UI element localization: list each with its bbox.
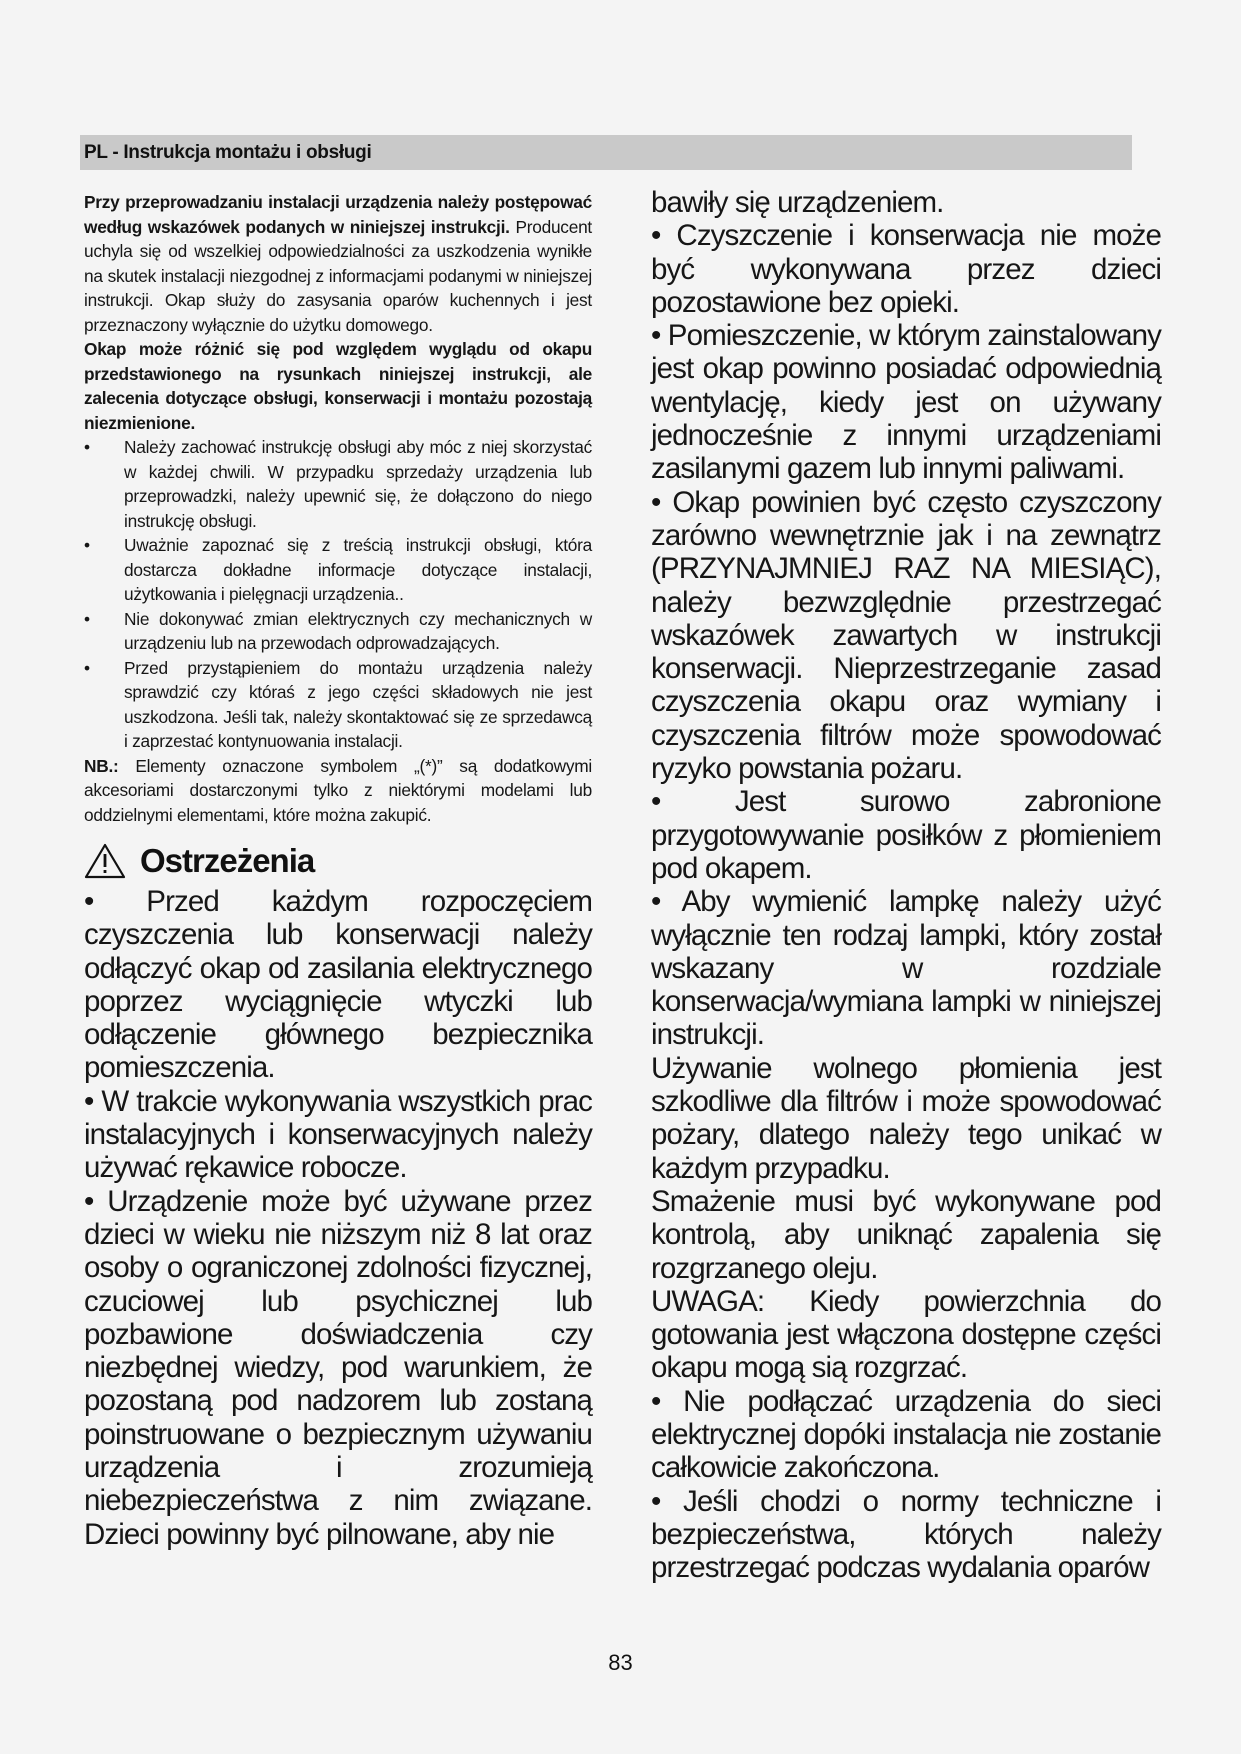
intro-bold-text: Przy przeprowadzaniu instalacji urządzenia należy postępować według wskazówek podanych w niniejszej instrukcji. xyxy=(84,192,592,237)
warning-paragraph: • W trakcie wykonywania wszystkich prac instalacyjnych i konserwacyjnych należy używać rękawice robocze. xyxy=(84,1084,592,1185)
warning-paragraph: • Jest surowo zabronione przygotowywanie posiłków z płomieniem pod okapem. xyxy=(651,785,1161,885)
warning-heading xyxy=(84,837,592,885)
warning-paragraph: UWAGA: Kiedy powierzchnia do gotowania jest włączona dostępne części okapu mogą sią rozgrzać. xyxy=(651,1284,1161,1385)
nb-note xyxy=(84,754,592,828)
warning-paragraph: • Przed każdym rozpoczęciem czyszczenia lub konserwacji należy odłączyć okap od zasilania elektrycznego poprzez wyciągnięcie wtyczki lub odłączenie głównego bezpiecznika pomieszczenia. xyxy=(84,885,592,1085)
bullet-symbol: • xyxy=(84,608,90,629)
warning-paragraph: • Jeśli chodzi o normy techniczne i bezpieczeństwa, których należy przestrzegać podczas wydalania oparów xyxy=(651,1484,1161,1585)
warning-paragraph: • Aby wymienić lampkę należy użyć wyłącznie ten rodzaj lampki, który został wskazany w rozdziale konserwacja/wymiana lampki w niniejszej instrukcji. xyxy=(651,885,1161,1052)
warning-paragraph: Smażenie musi być wykonywane pod kontrolą, aby uniknąć zapalenia się rozgrzanego oleju. xyxy=(651,1184,1161,1285)
warning-paragraph: • Urządzenie może być używane przez dzieci w wieku nie niższym niż 8 lat oraz osoby o ograniczonej zdolności fizycznej, czuciowej lub psychicznej lub pozbawione doświadczenia czy niezbędnej wiedzy, pod warunkiem, że pozostaną pod nadzorem lub zostaną poinstruowane o bezpiecznym używaniu urządzenia i zrozumieją niebezpieczeństwa z nim związane. Dzieci powinny być pilnowane, aby nie xyxy=(84,1184,592,1551)
warning-paragraph: • Okap powinien być często czyszczony zarówno wewnętrznie jak i na zewnątrz (PRZYNAJMNIEJ RAZ NA MIESIĄC), należy bezwzględnie przestrzegać wskazówek zawartych w instrukcji konserwacji. Nieprzestrzeganie zasad czyszczenia okapu oraz wymiany i czyszczenia filtrów może spowodować ryzyko powstania pożaru. xyxy=(651,485,1161,786)
list-item: • Należy zachować instrukcję obsługi aby móc z niej skorzystać w każdej chwili. W przypadku sprzedaży urządzenia lub przeprowadzki, należy upewnić się, że dołączono do niego instrukcję obsługi. xyxy=(84,437,592,531)
warning-paragraph: • Pomieszczenie, w którym zainstalowany jest okap powinno posiadać odpowiednią wentylację, kiedy jest on używany jednocześnie z innymi urządzeniami zasilanymi gazem lub innymi paliwami. xyxy=(651,319,1161,486)
left-column xyxy=(84,190,592,1551)
right-column xyxy=(651,186,1161,1584)
bullet-symbol: • xyxy=(84,535,90,555)
instruction-list xyxy=(84,435,592,754)
nb-label: NB.: xyxy=(84,755,119,776)
warning-paragraph: • Nie podłączać urządzenia do sieci elektrycznej dopóki instalacja nie zostanie całkowicie zakończona. xyxy=(651,1384,1161,1485)
bullet-symbol: • xyxy=(84,437,90,457)
warning-title: Ostrzeżenia xyxy=(140,842,315,879)
intro-text: Producent uchyla się od wszelkiej odpowiedzialności za uszkodzenia wynikłe na skutek instalacji niezgodnej z informacjami podanymi w niniejszej instrukcji. Okap służy do zasysania oparów kuchennych i jest przeznaczony wyłącznie do użytku domowego. xyxy=(84,216,592,335)
appearance-note: Okap może różnić się pod względem wyglądu od okapu przedstawionego na rysunkach niniejszej instrukcji, ale zalecenia dotyczące obsługi, konserwacji i montażu pozostają niezmienione. xyxy=(84,339,592,433)
page-number: 83 xyxy=(608,1650,633,1675)
nb-text: Elementy oznaczone symbolem „(*)” są dodatkowymi akcesoriami dostarczonymi tylko z niektórymi modelami lub oddzielnymi elementami, które można zakupić. xyxy=(84,755,592,825)
warning-paragraph: Używanie wolnego płomienia jest szkodliwe dla filtrów i może spowodować pożary, dlatego należy tego unikać w każdym przypadku. xyxy=(651,1051,1161,1185)
list-item: • Nie dokonywać zmian elektrycznych czy mechanicznych w urządzeniu lub na przewodach odprowadzających. xyxy=(84,608,592,653)
list-item: • Przed przystąpieniem do montażu urządzenia należy sprawdzić czy któraś z jego części składowych nie jest uszkodzona. Jeśli tak, należy skontaktować się ze sprzedawcą i zaprzestać kontynuowania instalacji. xyxy=(84,657,592,751)
warning-paragraph: • Czyszczenie i konserwacja nie może być wykonywana przez dzieci pozostawione bez opieki. xyxy=(651,219,1161,319)
warning-triangle-icon xyxy=(84,843,126,879)
intro-paragraph xyxy=(84,190,592,337)
section-header: PL - Instrukcja montażu i obsługi xyxy=(80,135,1132,170)
list-item: • Uważnie zapoznać się z treścią instrukcji obsługi, która dostarcza dokładne informacje dotyczące instalacji, użytkowania i pielęgnacji urządzenia.. xyxy=(84,535,592,604)
warning-paragraph: bawiły się urządzeniem. xyxy=(651,186,944,219)
bullet-symbol: • xyxy=(84,657,90,678)
